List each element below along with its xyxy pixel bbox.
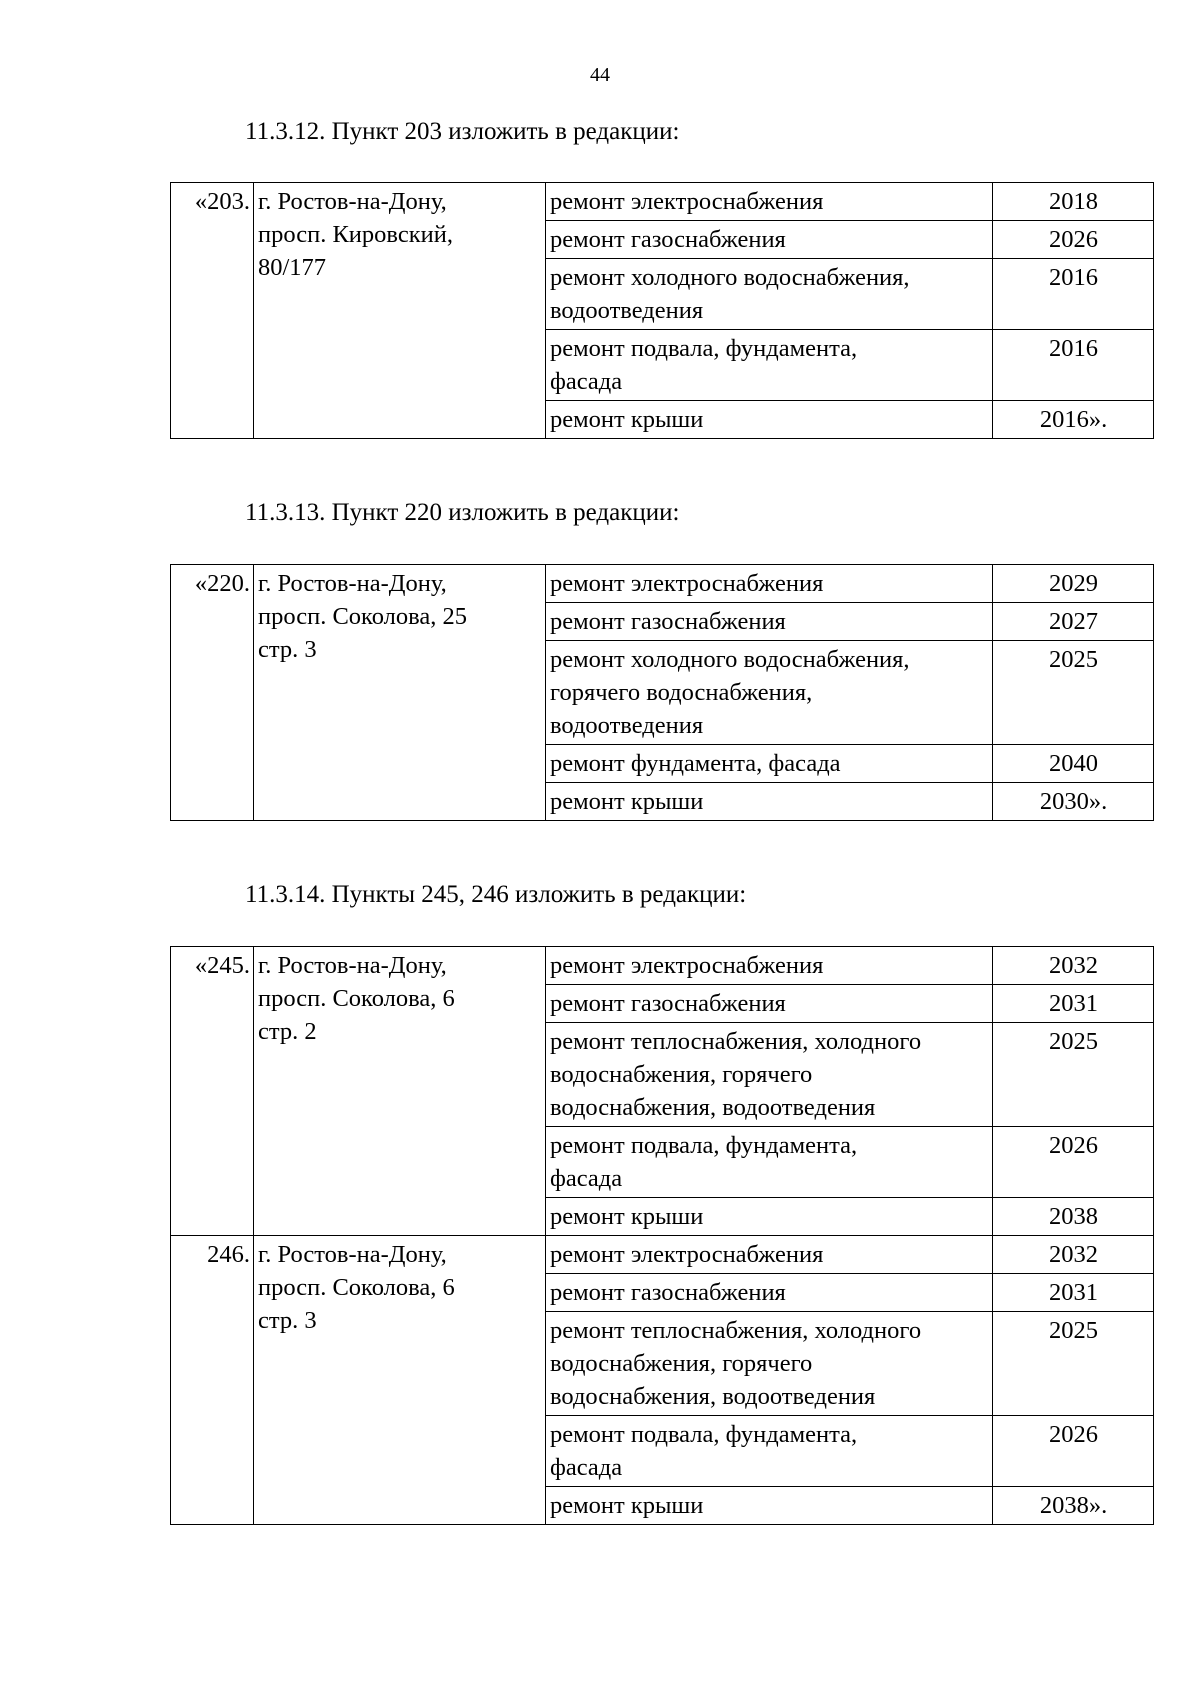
address-line: просп. Соколова, 6 [258,985,455,1012]
address-cell [254,565,546,821]
address-line: стр. 2 [258,1018,317,1045]
section-heading: 11.3.12. Пункт 203 изложить в редакции: [245,118,680,145]
address-line: г. Ростов-на-Дону, [258,188,447,215]
address-line: просп. Соколова, 25 [258,603,467,630]
work-type-cell [546,783,993,821]
year-cell: 2032 [993,947,1154,985]
address-line: г. Ростов-на-Дону, [258,1241,447,1268]
work-type-line: ремонт газоснабжения [550,608,786,635]
work-type-line: ремонт крыши [550,406,704,433]
year-cell: 2016». [993,401,1154,439]
work-type-cell [546,1127,993,1198]
year-cell: 2025 [993,641,1154,745]
work-type-line: фасада [550,1165,623,1192]
repair-table [170,564,1154,821]
year-cell: 2027 [993,603,1154,641]
item-number: «220. [171,565,254,821]
work-type-cell [546,1236,993,1274]
work-type-cell [546,183,993,221]
work-type-cell [546,221,993,259]
address-line: просп. Соколова, 6 [258,1274,455,1301]
address-line: г. Ростов-на-Дону, [258,570,447,597]
work-type-line: фасада [550,1454,623,1481]
work-type-line: водоснабжения, водоотведения [550,1094,876,1121]
work-type-line: фасада [550,368,623,395]
work-type-line: ремонт крыши [550,1492,704,1519]
repair-table [170,182,1154,439]
address-line: г. Ростов-на-Дону, [258,952,447,979]
work-type-line: водоснабжения, горячего [550,1061,813,1088]
work-type-line: ремонт теплоснабжения, холодного [550,1317,922,1344]
table-row [171,565,1154,603]
item-number: «203. [171,183,254,439]
address-line: просп. Кировский, [258,221,453,248]
work-type-line: ремонт газоснабжения [550,1279,786,1306]
year-cell: 2030». [993,783,1154,821]
work-type-cell [546,565,993,603]
year-cell: 2016 [993,259,1154,330]
work-type-line: ремонт электроснабжения [550,188,824,215]
work-type-line: ремонт электроснабжения [550,570,824,597]
work-type-line: водоотведения [550,712,704,739]
year-cell: 2038 [993,1198,1154,1236]
work-type-line: ремонт холодного водоснабжения, [550,264,910,291]
work-type-line: ремонт газоснабжения [550,990,786,1017]
work-type-cell [546,1198,993,1236]
address-cell [254,947,546,1236]
work-type-line: водоснабжения, водоотведения [550,1383,876,1410]
work-type-cell [546,985,993,1023]
work-type-cell [546,1274,993,1312]
year-cell: 2016 [993,330,1154,401]
work-type-cell [546,641,993,745]
work-type-line: водоотведения [550,297,704,324]
table-row [171,947,1154,985]
address-line: 80/177 [258,254,327,281]
address-cell [254,1236,546,1525]
work-type-cell [546,1416,993,1487]
address-line: стр. 3 [258,1307,317,1334]
year-cell: 2026 [993,221,1154,259]
year-cell: 2029 [993,565,1154,603]
year-cell: 2038». [993,1487,1154,1525]
year-cell: 2040 [993,745,1154,783]
year-cell: 2025 [993,1023,1154,1127]
year-cell: 2025 [993,1312,1154,1416]
item-number: 246. [171,1236,254,1525]
table-row [171,183,1154,221]
work-type-line: ремонт подвала, фундамента, [550,1421,858,1448]
work-type-line: ремонт крыши [550,788,704,815]
section-heading: 11.3.13. Пункт 220 изложить в редакции: [245,499,680,526]
work-type-cell [546,1023,993,1127]
address-line: стр. 3 [258,636,317,663]
year-cell: 2026 [993,1127,1154,1198]
work-type-line: горячего водоснабжения, [550,679,813,706]
work-type-cell [546,745,993,783]
table-row [171,1236,1154,1274]
work-type-line: ремонт электроснабжения [550,952,824,979]
work-type-cell [546,401,993,439]
page-number: 44 [590,64,610,86]
work-type-cell [546,259,993,330]
work-type-line: ремонт крыши [550,1203,704,1230]
year-cell: 2032 [993,1236,1154,1274]
work-type-line: ремонт фундамента, фасада [550,750,841,777]
work-type-line: ремонт подвала, фундамента, [550,335,858,362]
work-type-cell [546,1312,993,1416]
work-type-cell [546,603,993,641]
work-type-line: ремонт газоснабжения [550,226,786,253]
repair-table [170,946,1154,1525]
work-type-line: ремонт электроснабжения [550,1241,824,1268]
section-heading: 11.3.14. Пункты 245, 246 изложить в редакции: [245,881,747,908]
work-type-cell [546,1487,993,1525]
work-type-cell [546,330,993,401]
year-cell: 2031 [993,1274,1154,1312]
item-number: «245. [171,947,254,1236]
work-type-cell [546,947,993,985]
year-cell: 2026 [993,1416,1154,1487]
year-cell: 2031 [993,985,1154,1023]
work-type-line: водоснабжения, горячего [550,1350,813,1377]
work-type-line: ремонт холодного водоснабжения, [550,646,910,673]
address-cell [254,183,546,439]
work-type-line: ремонт подвала, фундамента, [550,1132,858,1159]
work-type-line: ремонт теплоснабжения, холодного [550,1028,922,1055]
year-cell: 2018 [993,183,1154,221]
